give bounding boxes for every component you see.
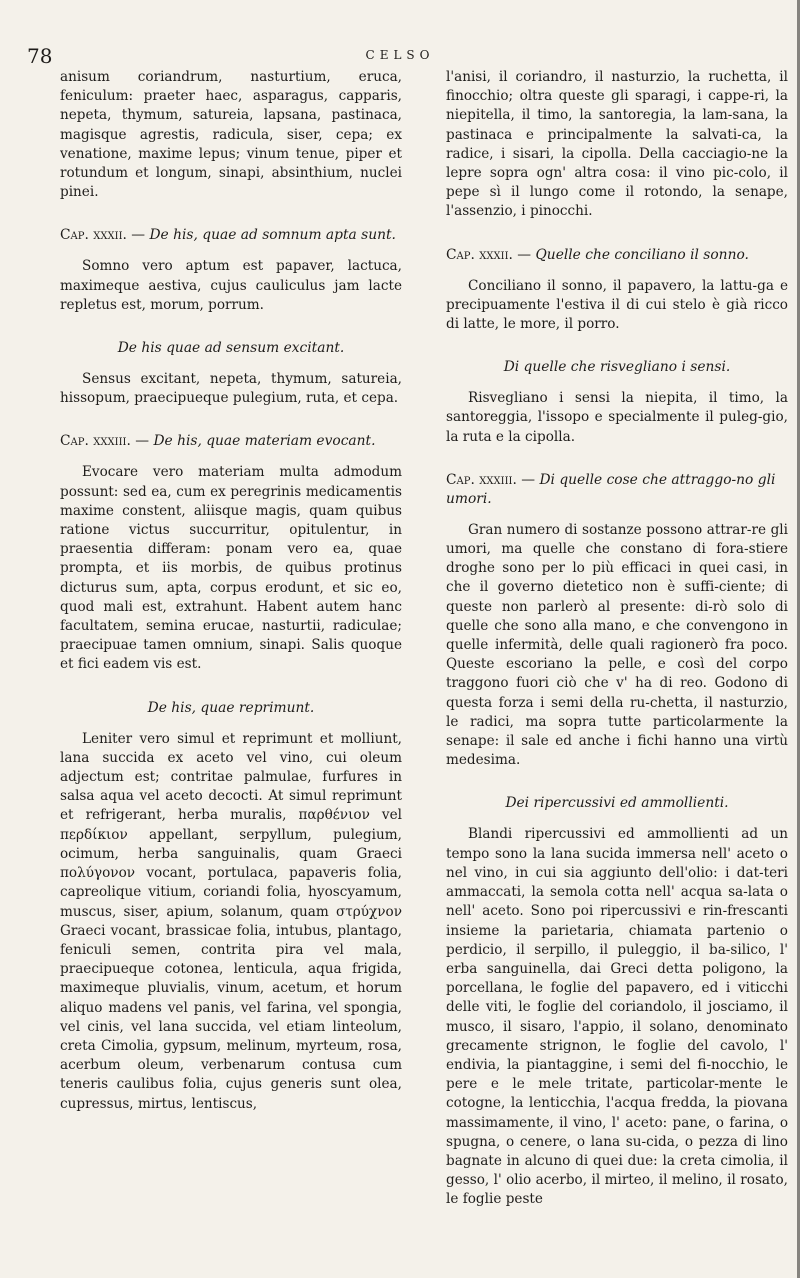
page-header <box>0 44 800 68</box>
latin-column <box>60 68 402 1114</box>
subheading-italian: Dei ripercussivi ed ammollienti. <box>505 795 729 812</box>
chapter-title: De his, quae materiam evocant. <box>153 433 376 450</box>
chapter-label: Cap. xxxii. — <box>446 246 532 263</box>
latin-paragraph: Sensus excitant, nepeta, thymum, satureia, hissopum, praecipueque pulegium, ruta, et cepa. <box>60 371 402 407</box>
subheading-latin: De his quae ad sensum excitant. <box>117 340 345 357</box>
italian-paragraph: Blandi ripercussivi ed ammollienti ad un tempo sono la lana sucida immersa nell' aceto o nel vino, in cui sia aggiunto dell'olio: i dat-teri ammaccati, la semola cotta nell' acqua sa-lata o nell' aceto. Sono poi ripercussivi e rin-frescanti insieme la parietaria, chiamata partenio o perdicio, il serpillo, il puleggio, il ba-silico, l' erba sanguinella, dai Greci detta poligono, la porcellana, le foglie del papavero, ed i viticchi delle viti, le foglie del coriandolo, il josciamo, il musco, il sisaro, l'appio, il solano, denominato grecamente strignon, le foglie del cavolo, l' endivia, la piantaggine, i semi del fi-nocchio, le pere e le mele tritate, particolar-mente le cotogne, la lenticchia, l'acqua fredda, la piovana massimamente, il vino, l' aceto: pane, o farina, o spugna, o cenere, o lana su-cida, o pezza di lino bagnate in alcuno di quei due: la creta cimolia, il gesso, l' olio acerbo, il mirteo, il melino, il rosato, le foglie peste <box>446 826 788 1208</box>
chapter-label: Cap. xxxiii. — <box>60 433 150 450</box>
chapter-label: Cap. xxxiii. — <box>446 471 536 488</box>
page-number: 78 <box>27 44 53 68</box>
italian-paragraph: l'anisi, il coriandro, il nasturzio, la ruchetta, il finocchio; oltra queste gli sparagi, i cappe-ri, la niepitella, il timo, la santoregia, la lam-sana, la pastinaca e principalmente la salvati-ca, la radice, i sisari, la cipolla. Della cacciagio-ne la lepre sopra ogn' altra cosa: il vino pic-colo, il pepe sì il lungo come il rotondo, la senape, l'assenzio, i pinocchi. <box>446 69 788 220</box>
chapter-heading-33-italian <box>446 471 788 509</box>
chapter-heading-33-latin <box>60 432 402 451</box>
italian-paragraph: Risvegliano i sensi la niepita, il timo, la santoreggia, l'issopo e specialmente il puleg-gio, la ruta e la cipolla. <box>446 390 788 445</box>
italian-paragraph: Conciliano il sonno, il papavero, la lattu-ga e precipuamente l'estiva il di cui stelo è già ricco di latte, le more, il porro. <box>446 277 788 333</box>
latin-paragraph: Somno vero aptum est papaver, lactuca, maximeque aestiva, cujus cauliculus jam lacte repletus est, morum, porrum. <box>60 258 402 313</box>
subheading-italian: Di quelle che risvegliano i sensi. <box>503 359 731 376</box>
chapter-title: Di quelle cose che attraggo-no gli umori. <box>446 471 776 507</box>
running-head: CELSO <box>365 48 435 62</box>
chapter-title: Quelle che conciliano il sonno. <box>535 246 749 263</box>
italian-paragraph: Gran numero di sostanze possono attrar-re gli umori, ma quelle che constano di fora-stiere droghe sono per lo più efficaci in quei casi, in che il governo dietetico non è suffi-ciente; di queste non parlerò al presente: di-rò solo di quelle che sono alla mano, e che convengono in quelle infermità, delle quali ragionerò fra poco. Queste escoriano la pelle, e così del corpo traggono fuori ciò che v' ha di reo. Godono di questa forza i semi della ru-chetta, il nasturzio, le radici, ma sopra tutte particolarmente la senape: il sale ed anche i fichi hanno una virtù medesima. <box>446 521 788 769</box>
latin-paragraph: Evocare vero materiam multa admodum possunt: sed ea, cum ex peregrinis medicamentis maxime constent, aliisque magis, quam quibus ratione victus succurritur, opitulentur, in praesentia differam: ponam vero ea, quae prompta, et iis morbis, de quibus protinus dicturus sum, apta, corpus erodunt, et sic eo, quod mali est, extrahunt. Habent autem hanc facultatem, semina erucae, nasturtii, radiculae; praecipuae tamen omnium, sinapi. Salis quoque et fici eadem vis est. <box>60 464 402 673</box>
italian-column <box>446 68 788 1210</box>
subheading-latin: De his, quae reprimunt. <box>147 699 315 716</box>
chapter-label: Cap. xxxii. — <box>60 227 146 244</box>
latin-paragraph: Leniter vero simul et reprimunt et molliunt, lana succida ex aceto vel vino, cui oleum adjectum est; contritae palmulae, furfures in salsa aqua vel aceto decocti. At simul reprimunt et refrigerant, herba muralis, παρθένιον vel περδίκιον appellant, serpyllum, pulegium, ocimum, herba sanguinalis, quam Graeci πολύγονον vocant, portulaca, papaveris folia, capreolique vitium, coriandi folia, hyoscyamum, muscus, siser, apium, solanum, quam στρύχνον Graeci vocant, brassicae folia, intubus, plantago, feniculi semen, contrita pira vel mala, praecipueque cotonea, lenticula, aqua frigida, maximeque pluvialis, vinum, acetum, et horum aliquo madens vel panis, vel farina, vel spongia, vel cinis, vel lana succida, vel etiam linteolum, creta Cimolia, gypsum, melinum, myrteum, rosa, acerbum oleum, verbenarum contusa cum teneris caulibus folia, cujus generis sunt olea, cupressus, mirtus, lentiscus, <box>60 730 402 1112</box>
chapter-title: De his, quae ad somnum apta sunt. <box>149 227 396 244</box>
latin-paragraph: anisum coriandrum, nasturtium, eruca, feniculum: praeter haec, asparagus, capparis, nepeta, thymum, satureia, lapsana, pastinaca, magisque agrestis, radicula, siser, cepa; ex venatione, maxime lepus; vinum tenue, piper et rotundum et longum, sinapi, absinthium, nuclei pinei. <box>60 69 402 201</box>
chapter-heading-32-latin <box>60 226 402 245</box>
chapter-heading-32-italian <box>446 246 788 265</box>
